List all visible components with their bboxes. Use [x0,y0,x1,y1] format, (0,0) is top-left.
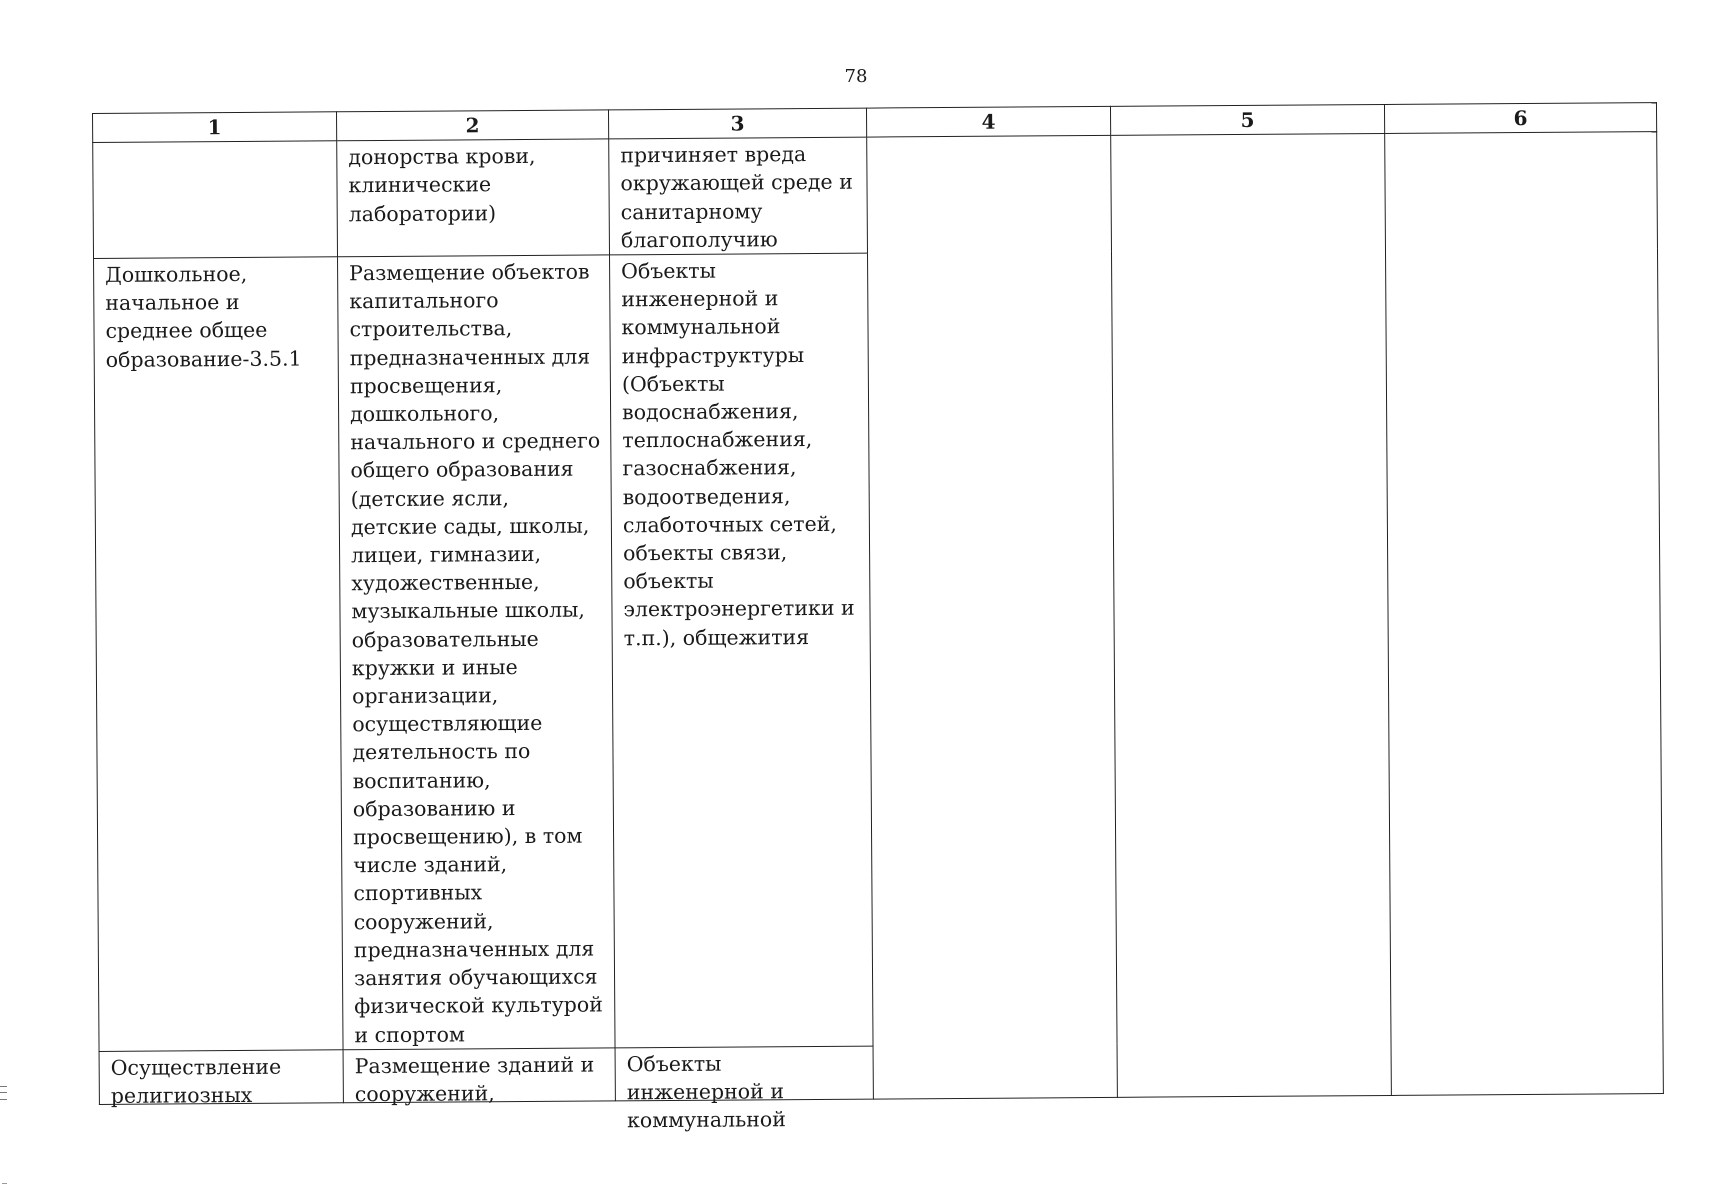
table-cell [93,141,338,259]
land-use-type: Дошкольное, начальное и среднее общее образование-3.5.1 [105,261,302,372]
empty-column-6 [1385,132,1664,1095]
binding-mark [0,1086,7,1100]
table-cell [94,257,344,1051]
table-cell [610,253,874,1047]
permitted-objects: Объекты инженерной и коммунальной инфраструктуры (Объекты водоснабжения, теплоснабжения, газоснабжения, водоотведения, слаботочных сетей, объекты связи, объекты электроэнергетики и т.п.), общежития [621,258,855,650]
table-cell [99,1049,343,1108]
cell-text: донорства крови, клинические лаборатории) [348,144,536,226]
column-header-5: 5 [1110,104,1384,135]
land-use-type: Осуществление религиозных [110,1054,282,1108]
column-header-1: 1 [93,112,337,143]
table-cell [338,255,616,1050]
column-header-4: 4 [866,106,1110,137]
table-row [93,132,1658,259]
use-description: Размещение зданий и сооружений, [354,1052,595,1107]
empty-column-4 [867,136,1118,1099]
zoning-table [92,102,1664,1133]
page-number: 78 [844,66,868,87]
column-header-6: 6 [1384,103,1656,134]
scan-mark [2,1183,7,1184]
permitted-objects: Объекты инженерной и коммунальной [626,1051,786,1133]
table-cell [343,1048,615,1107]
column-header-3: 3 [608,108,866,139]
cell-text [93,141,336,145]
cell-text: причиняет вреда окружающей среде и санитарному благополучию [620,142,853,253]
table-cell [609,137,868,255]
table-cell [337,139,610,257]
column-header-2: 2 [336,110,608,141]
empty-column-5 [1111,134,1392,1097]
use-description: Размещение объектов капитального строительства, предназначенных для просвещения, дошкольного, начального и среднего общего образования (детские ясли, детские сады, школы, лицеи, гимназии, художественные, музыкальные школы, образовательные кружки и иные организации, осуществляющие деятельность по воспитанию, образованию и просвещению), в том числе зданий, спортивных сооружений, предназначенных для занятия обучающихся физической культурой и спортом [349,259,603,1047]
table-cell [615,1046,873,1133]
